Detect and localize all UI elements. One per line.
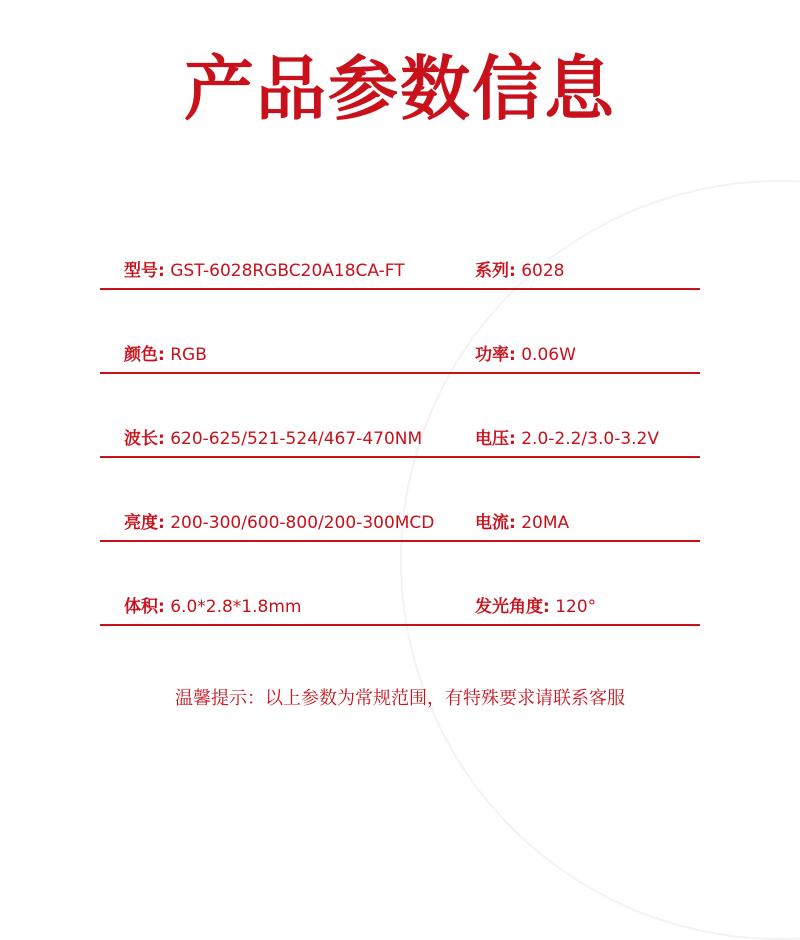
spec-item-color xyxy=(124,344,207,366)
spec-label: 波长: xyxy=(124,429,165,449)
spec-item-voltage xyxy=(475,428,659,450)
spec-value: 2.0-2.2/3.0-3.2V xyxy=(521,429,659,449)
spec-row xyxy=(100,410,700,458)
spec-item-viewing-angle xyxy=(475,596,596,618)
spec-value: 0.06W xyxy=(521,345,576,365)
spec-item-brightness xyxy=(124,512,434,534)
spec-item-power xyxy=(475,344,576,366)
spec-item-current xyxy=(475,512,569,534)
spec-table xyxy=(100,242,700,662)
spec-label: 颜色: xyxy=(124,345,165,365)
spec-item-model xyxy=(124,260,405,282)
spec-value: 200-300/600-800/200-300MCD xyxy=(170,513,435,533)
spec-label: 亮度: xyxy=(124,513,165,533)
spec-value: GST-6028RGBC20A18CA-FT xyxy=(170,261,405,281)
spec-label: 型号: xyxy=(124,261,165,281)
spec-item-wavelength xyxy=(124,428,422,450)
spec-value: 620-625/521-524/467-470NM xyxy=(170,429,423,449)
spec-label: 体积: xyxy=(124,597,165,617)
spec-label: 电流: xyxy=(475,513,516,533)
spec-row xyxy=(100,242,700,290)
spec-label: 发光角度: xyxy=(475,597,550,617)
spec-value: 6.0*2.8*1.8mm xyxy=(170,597,302,617)
spec-label: 电压: xyxy=(475,429,516,449)
spec-value: RGB xyxy=(170,345,207,365)
page-title: 产品参数信息 xyxy=(184,48,616,130)
spec-value: 6028 xyxy=(521,261,565,281)
footer-note: 温馨提示：以上参数为常规范围，有特殊要求请联系客服 xyxy=(175,688,625,709)
spec-row xyxy=(100,326,700,374)
spec-value: 20MA xyxy=(521,513,570,533)
spec-item-size xyxy=(124,596,301,618)
spec-row xyxy=(100,494,700,542)
spec-label: 系列: xyxy=(475,261,516,281)
spec-label: 功率: xyxy=(475,345,516,365)
spec-value: 120° xyxy=(555,597,597,617)
spec-row xyxy=(100,578,700,626)
spec-item-series xyxy=(475,260,564,282)
